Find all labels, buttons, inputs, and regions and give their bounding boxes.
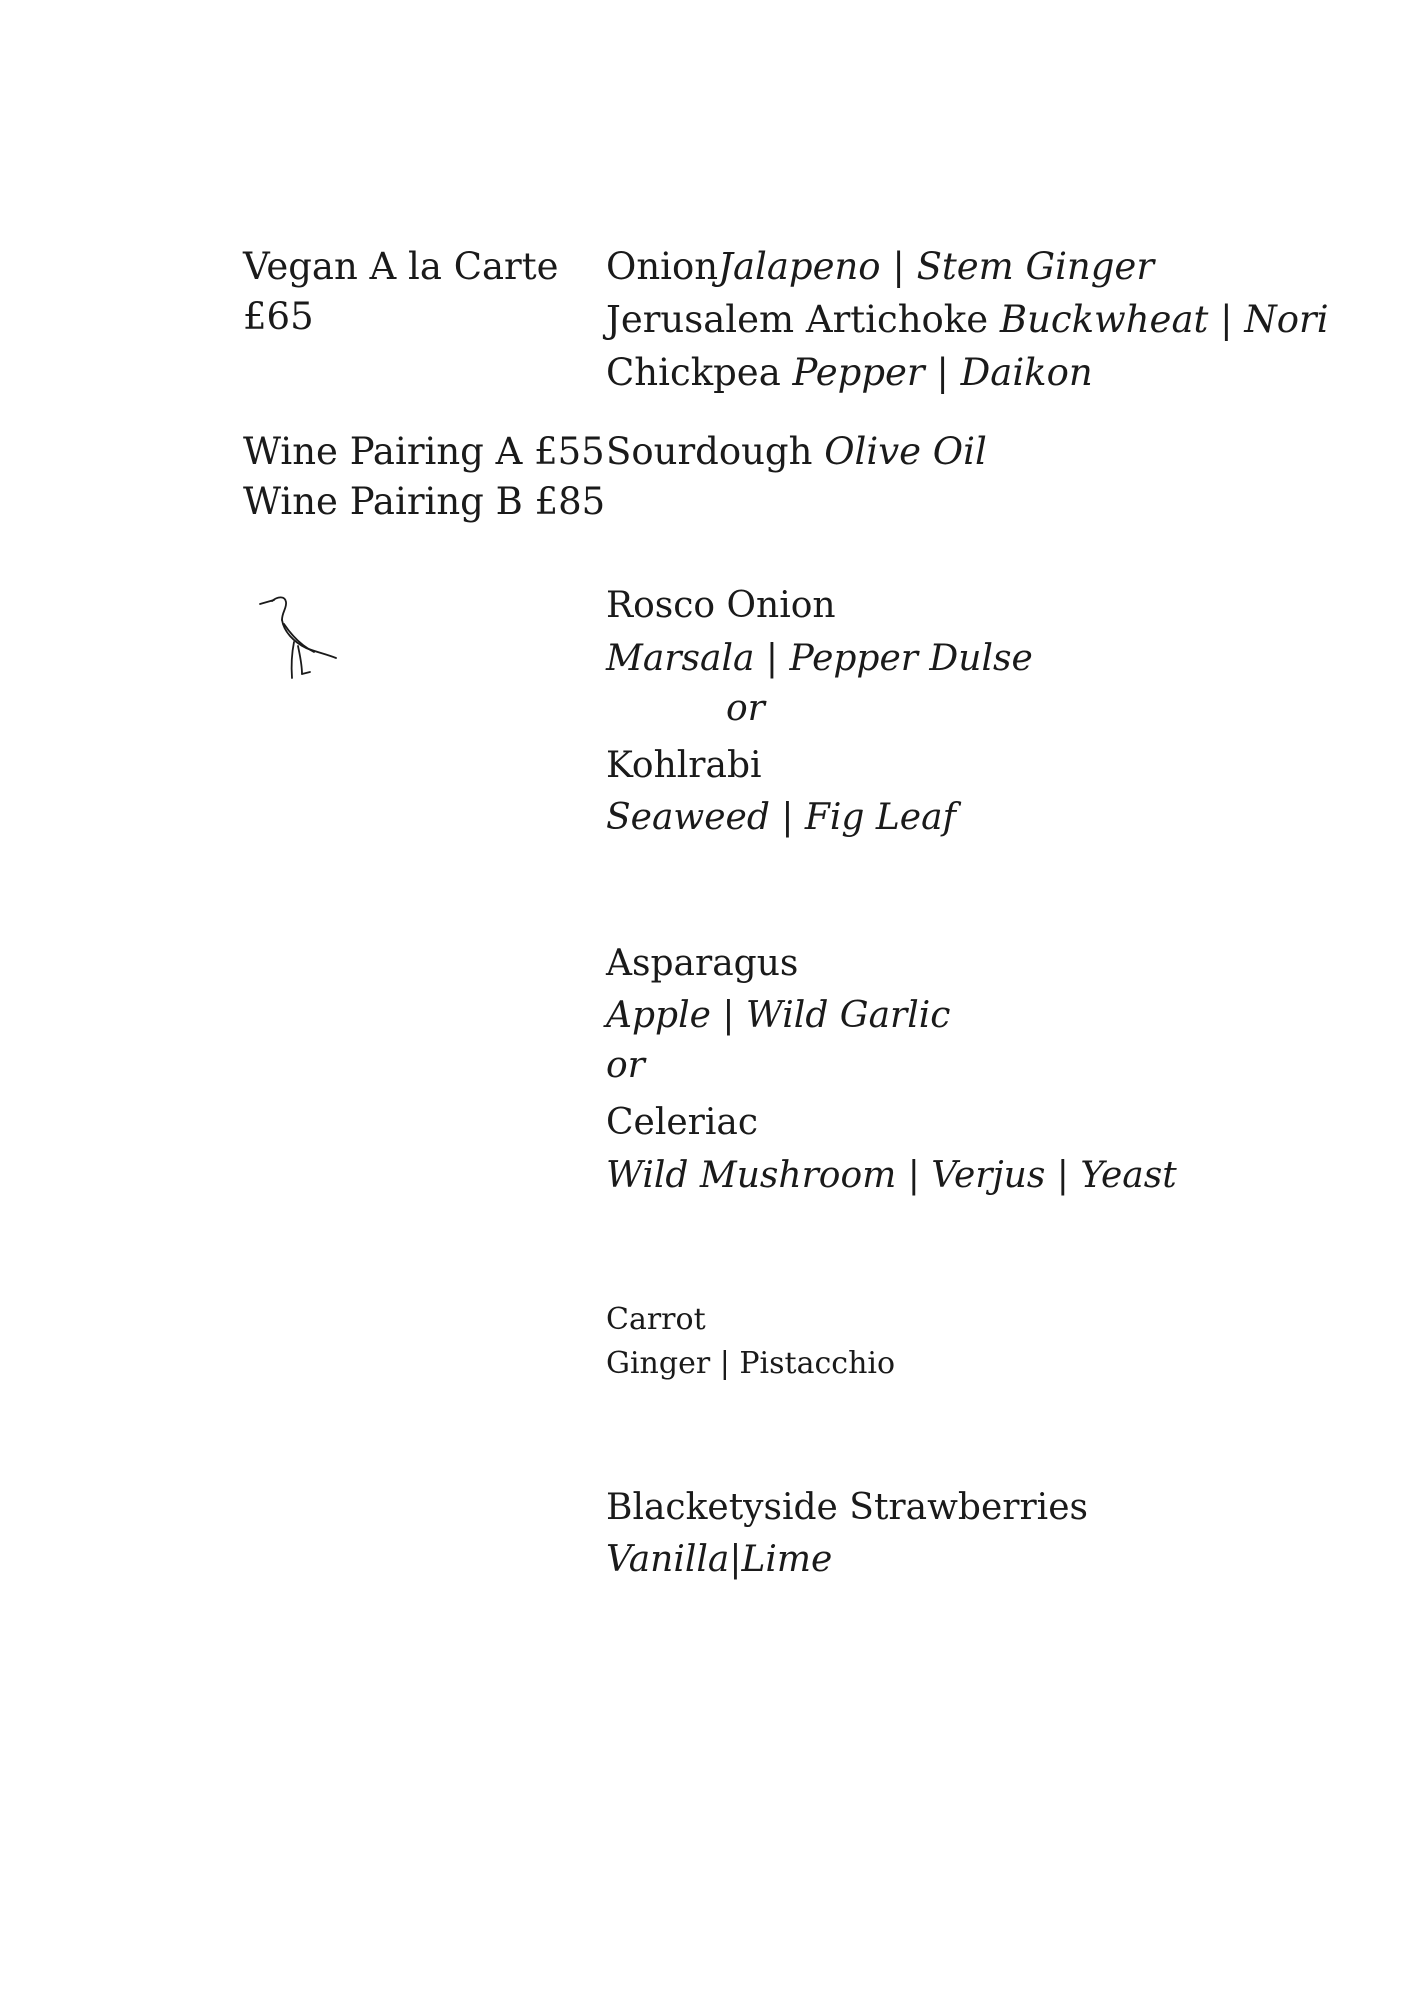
dish-detail: Buckwheat | Nori (999, 298, 1329, 341)
starter-option2-detail: Seaweed | Fig Leaf (606, 797, 956, 838)
starter-option1-detail: Marsala | Pepper Dulse (606, 638, 1033, 679)
wine-pairing-b: Wine Pairing B £85 (243, 480, 606, 523)
pre-dessert-detail: Ginger | Pistacchio (606, 1346, 896, 1381)
main-option1-name: Asparagus (606, 943, 799, 984)
dish-detail: Olive Oil (824, 430, 987, 473)
dish-name: Jerusalem Artichoke (606, 298, 989, 341)
dish-detail: Pepper | Daikon (792, 351, 1093, 394)
starter-or: or (726, 688, 765, 729)
dessert-name: Blacketyside Strawberries (606, 1487, 1088, 1528)
dish-name: Sourdough (606, 430, 813, 473)
menu-price: £65 (243, 295, 314, 338)
dish-name: Onion (606, 245, 719, 288)
snack-onion (606, 242, 1154, 292)
menu-title: Vegan A la Carte (243, 245, 559, 288)
main-option2-detail: Wild Mushroom | Verjus | Yeast (606, 1155, 1177, 1196)
main-or: or (606, 1045, 645, 1086)
snack-chickpea (606, 348, 1093, 398)
dish-name: Chickpea (606, 351, 781, 394)
wine-pairing-a: Wine Pairing A £55 (243, 430, 605, 473)
dessert-detail: Vanilla|Lime (606, 1539, 833, 1580)
snack-jerusalem-artichoke (606, 295, 1329, 345)
main-option2-name: Celeriac (606, 1102, 759, 1143)
starter-option1-name: Rosco Onion (606, 585, 836, 626)
heron-icon (258, 590, 342, 680)
pre-dessert-name: Carrot (606, 1302, 706, 1337)
dish-detail: Jalapeno | Stem Ginger (718, 245, 1155, 288)
main-option1-detail: Apple | Wild Garlic (606, 995, 951, 1036)
starter-option2-name: Kohlrabi (606, 745, 762, 786)
bread-course (606, 427, 987, 477)
